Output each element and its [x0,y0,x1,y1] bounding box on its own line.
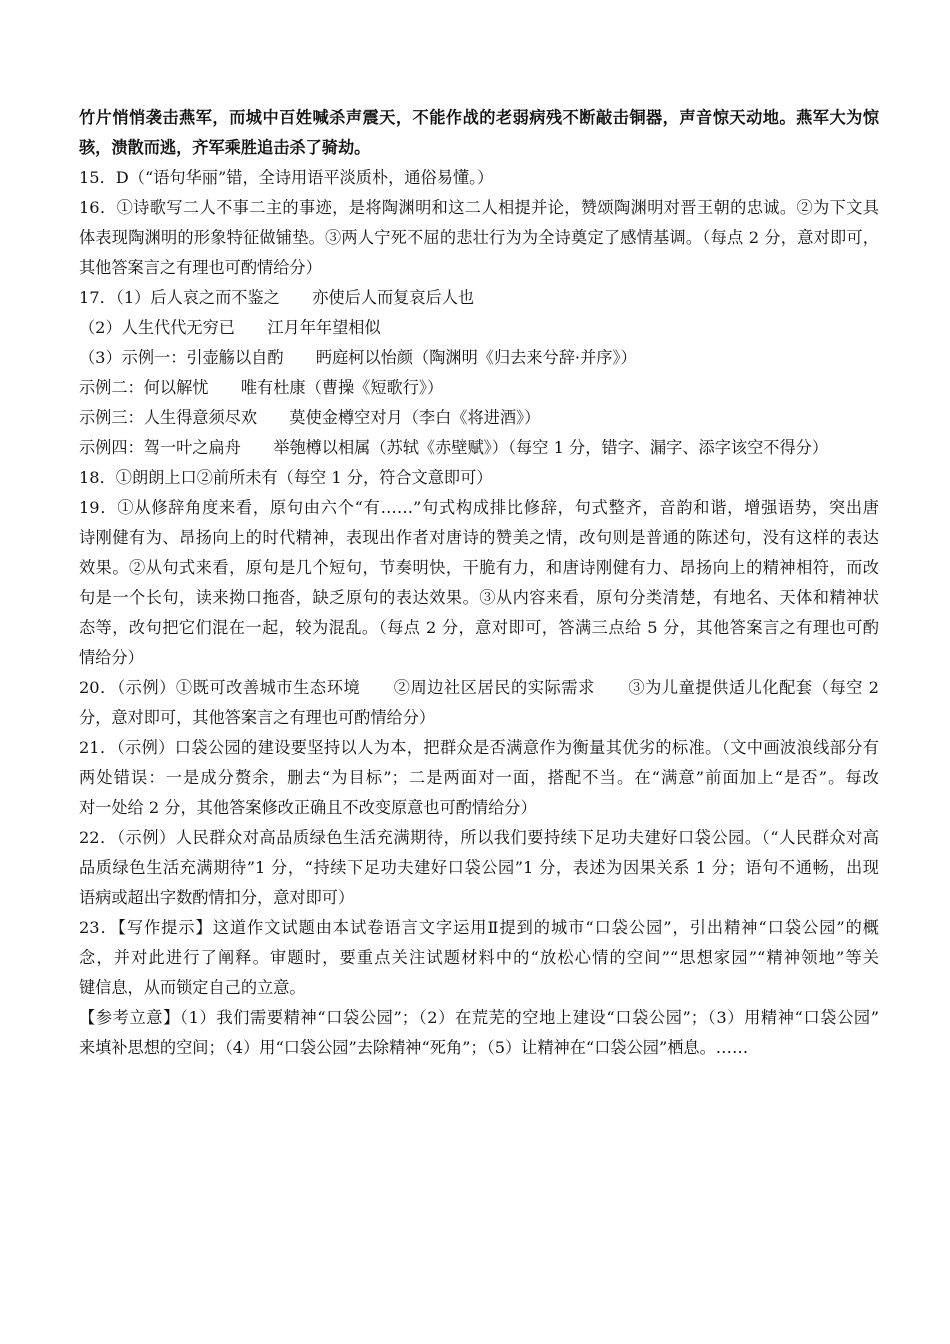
text-line: （2）人生代代无穷已 江月年年望相似 [79,318,381,337]
answer-18: 18．①朗朗上口②前所未有（每空 1 分，符合文意即可） [79,468,493,487]
answer-16: 16．①诗歌写二人不事二主的事迹，是将陶渊明和这二人相提并论，赞颂陶渊明对晋王朝的忠诚。②为下文具 [79,198,879,217]
text-line: 示例四：驾一叶之扁舟 举匏樽以相属（苏轼《赤壁赋》）（每空 1 分，错字、漏字、添字该空不得分） [79,438,829,457]
answer-20: 20．（示例）①既可改善城市生态环境 ②周边社区居民的实际需求 ③为儿童提供适儿化配套（每空 2 [79,678,879,697]
answer-19: 19．①从修辞角度来看，原句由六个“有……”句式构成排比修辞，句式整齐，音韵和谐，增强语势，突出唐 [79,498,879,517]
text-line: 句是一个长句，读来拗口拖沓，缺乏原句的表达效果。③从内容来看，原句分类清楚，有地名、天体和精神状 [79,588,879,607]
answer-21: 21．（示例）口袋公园的建设要坚持以人为本，把群众是否满意作为衡量其优劣的标准。（文中画波浪线部分有 [79,738,879,757]
text-line: 其他答案言之有理也可酌情给分） [79,258,322,277]
text-line: 两处错误：一是成分赘余，删去“为目标”；二是两面对一面，搭配不当。在“满意”前面加上“是否”。每改 [79,768,879,787]
text-line: 示例二：何以解忧 唯有杜康（曹操《短歌行》） [79,378,444,397]
text-line: 情给分） [79,648,144,667]
answer-17: 17．（1）后人哀之而不鉴之 亦使后人而复哀后人也 [79,288,475,307]
text-line: 来填补思想的空间；（4）用“口袋公园”去除精神“死角”；（5）让精神在“口袋公园”栖息。…… [79,1038,749,1057]
reference-ideas: 【参考立意】（1）我们需要精神“口袋公园”；（2）在荒芜的空地上建设“口袋公园”；（3）用精神“口袋公园” [79,1008,879,1027]
answer-15: 15．D（“语句华丽”错，全诗用语平淡质朴，通俗易懂。） [79,168,494,187]
text-line: 分，意对即可，其他答案言之有理也可酌情给分） [79,708,436,727]
text-line: 示例三：人生得意须尽欢 莫使金樽空对月（李白《将进酒》） [79,408,541,427]
answer-22: 22．（示例）人民群众对高品质绿色生活充满期待，所以我们要持续下足功夫建好口袋公园。（“人民群众对高 [79,828,879,847]
answer-23: 23．【写作提示】这道作文试题由本试卷语言文字运用Ⅱ提到的城市“口袋公园”，引出精神“口袋公园”的概 [79,918,879,937]
text-line: 态等，改句把它们混在一起，较为混乱。（每点 2 分，意对即可，答满三点给 5 分，其他答案言之有理也可酌 [79,618,879,637]
text-line: 效果。②从句式来看，原句是几个短句，节奏明快，干脆有力，和唐诗刚健有力、昂扬向上的精神相符，而改 [79,558,879,577]
text-line: 键信息，从而锁定自己的立意。 [79,978,306,997]
text-line: 骇，溃散而逃，齐军乘胜追击杀了骑劫。 [79,138,371,157]
text-line: 对一处给 2 分，其他答案修改正确且不改变原意也可酌情给分） [79,798,537,817]
text-line: 诗刚健有为、昂扬向上的时代精神，表现出作者对唐诗的赞美之情，改句则是普通的陈述句，没有这样的表达 [79,528,879,547]
text-line: 语病或超出字数酌情扣分，意对即可） [79,888,355,907]
text-line: 体表现陶渊明的形象特征做铺垫。③两人宁死不屈的悲壮行为为全诗奠定了感情基调。（每点 2 分，意对即可， [79,228,879,247]
text-line: 品质绿色生活充满期待”1 分，“持续下足功夫建好口袋公园”1 分，表述为因果关系 1 分；语句不通畅，出现 [79,858,879,877]
text-line: 念，并对此进行了阐释。审题时，要重点关注试题材料中的“放松心情的空间”“思想家园”“精神领地”等关 [79,948,879,967]
text-line: （3）示例一：引壶觞以自酌 眄庭柯以怡颜（陶渊明《归去来兮辞·并序》） [79,348,637,367]
text-line: 竹片悄悄袭击燕军，而城中百姓喊杀声震天，不能作战的老弱病残不断敲击铜器，声音惊天动地。燕军大为惊 [79,108,879,127]
